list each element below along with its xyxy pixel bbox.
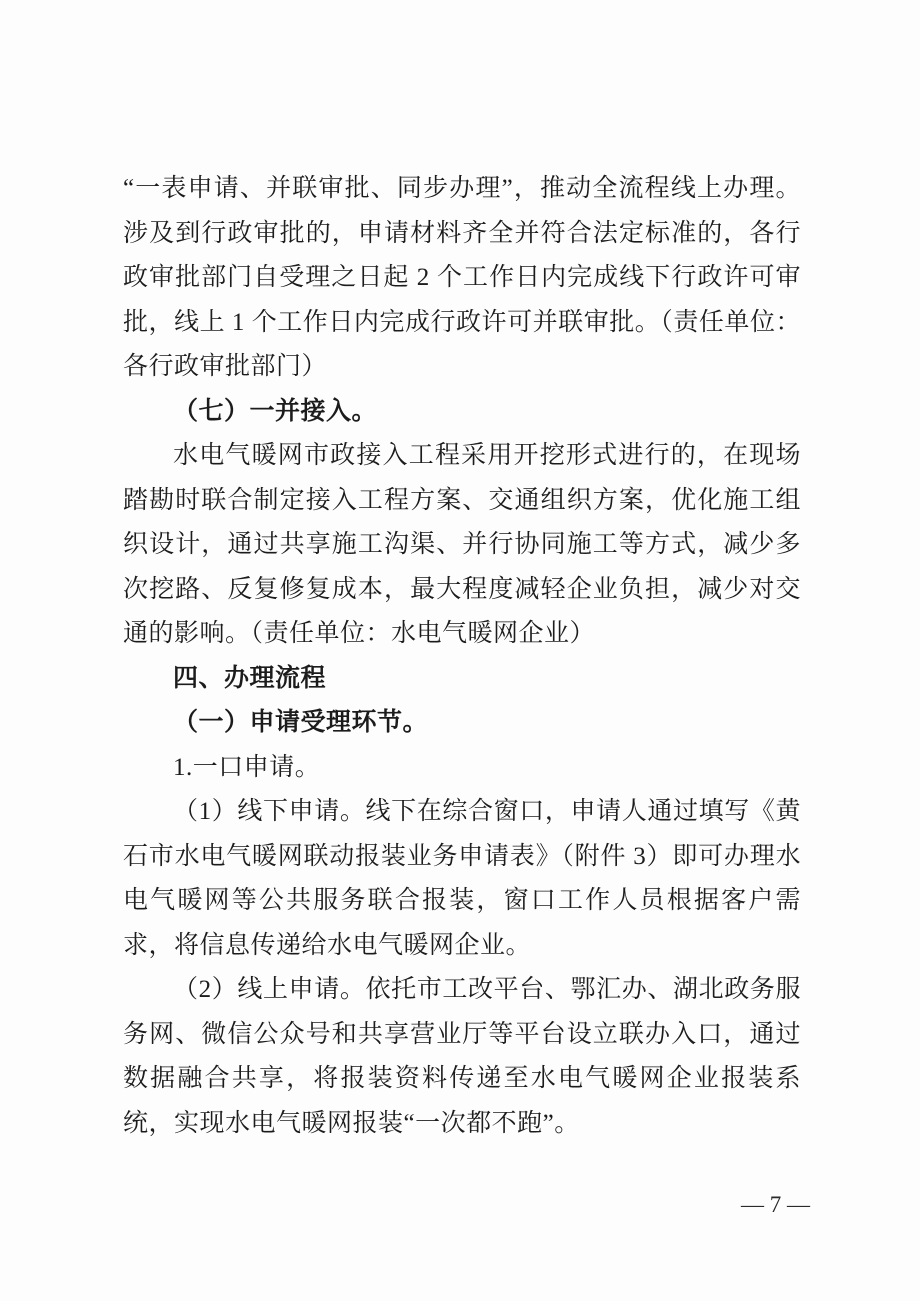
page-number: — 7 —	[741, 1192, 810, 1217]
document-text-block	[123, 167, 801, 1146]
subsection-heading-7: （七）一并接入。	[173, 397, 378, 425]
section-heading-4: 四、办理流程	[173, 664, 327, 692]
subsection-heading-1: （一）申请受理环节。	[173, 709, 429, 736]
body-paragraph-continued: “一表申请、并联审批、同步办理”，推动全流程线上办理。涉及到行政审批的，申请材料齐全并符合法定标准的，各行政审批部门自受理之日起 2 个工作日内完成线下行政许可审批，线上 1 个工作日内完成行政许可并联审批。（责任单位：各行政审批部门）	[123, 175, 801, 380]
body-paragraph: （2）线上申请。依托市工改平台、鄂汇办、湖北政务服务网、微信公众号和共享营业厅等平台设立联办入口，通过数据融合共享，将报装资料传递至水电气暖网企业报装系统，实现水电气暖网报装“一次都不跑”。	[123, 976, 801, 1137]
body-paragraph: （1）线下申请。线下在综合窗口，申请人通过填写《黄石市水电气暖网联动报装业务申请表》（附件 3）即可办理水电气暖网等公共服务联合报装，窗口工作人员根据客户需求，将信息传递给水电气暖网企业。	[123, 798, 801, 959]
numbered-item-heading: 1.一口申请。	[173, 753, 321, 781]
body-paragraph: 水电气暖网市政接入工程采用开挖形式进行的，在现场踏勘时联合制定接入工程方案、交通组织方案，优化施工组织设计，通过共享施工沟渠、并行协同施工等方式，减少多次挖路、反复修复成本，最大程度减轻企业负担，减少对交通的影响。（责任单位：水电气暖网企业）	[123, 442, 801, 647]
